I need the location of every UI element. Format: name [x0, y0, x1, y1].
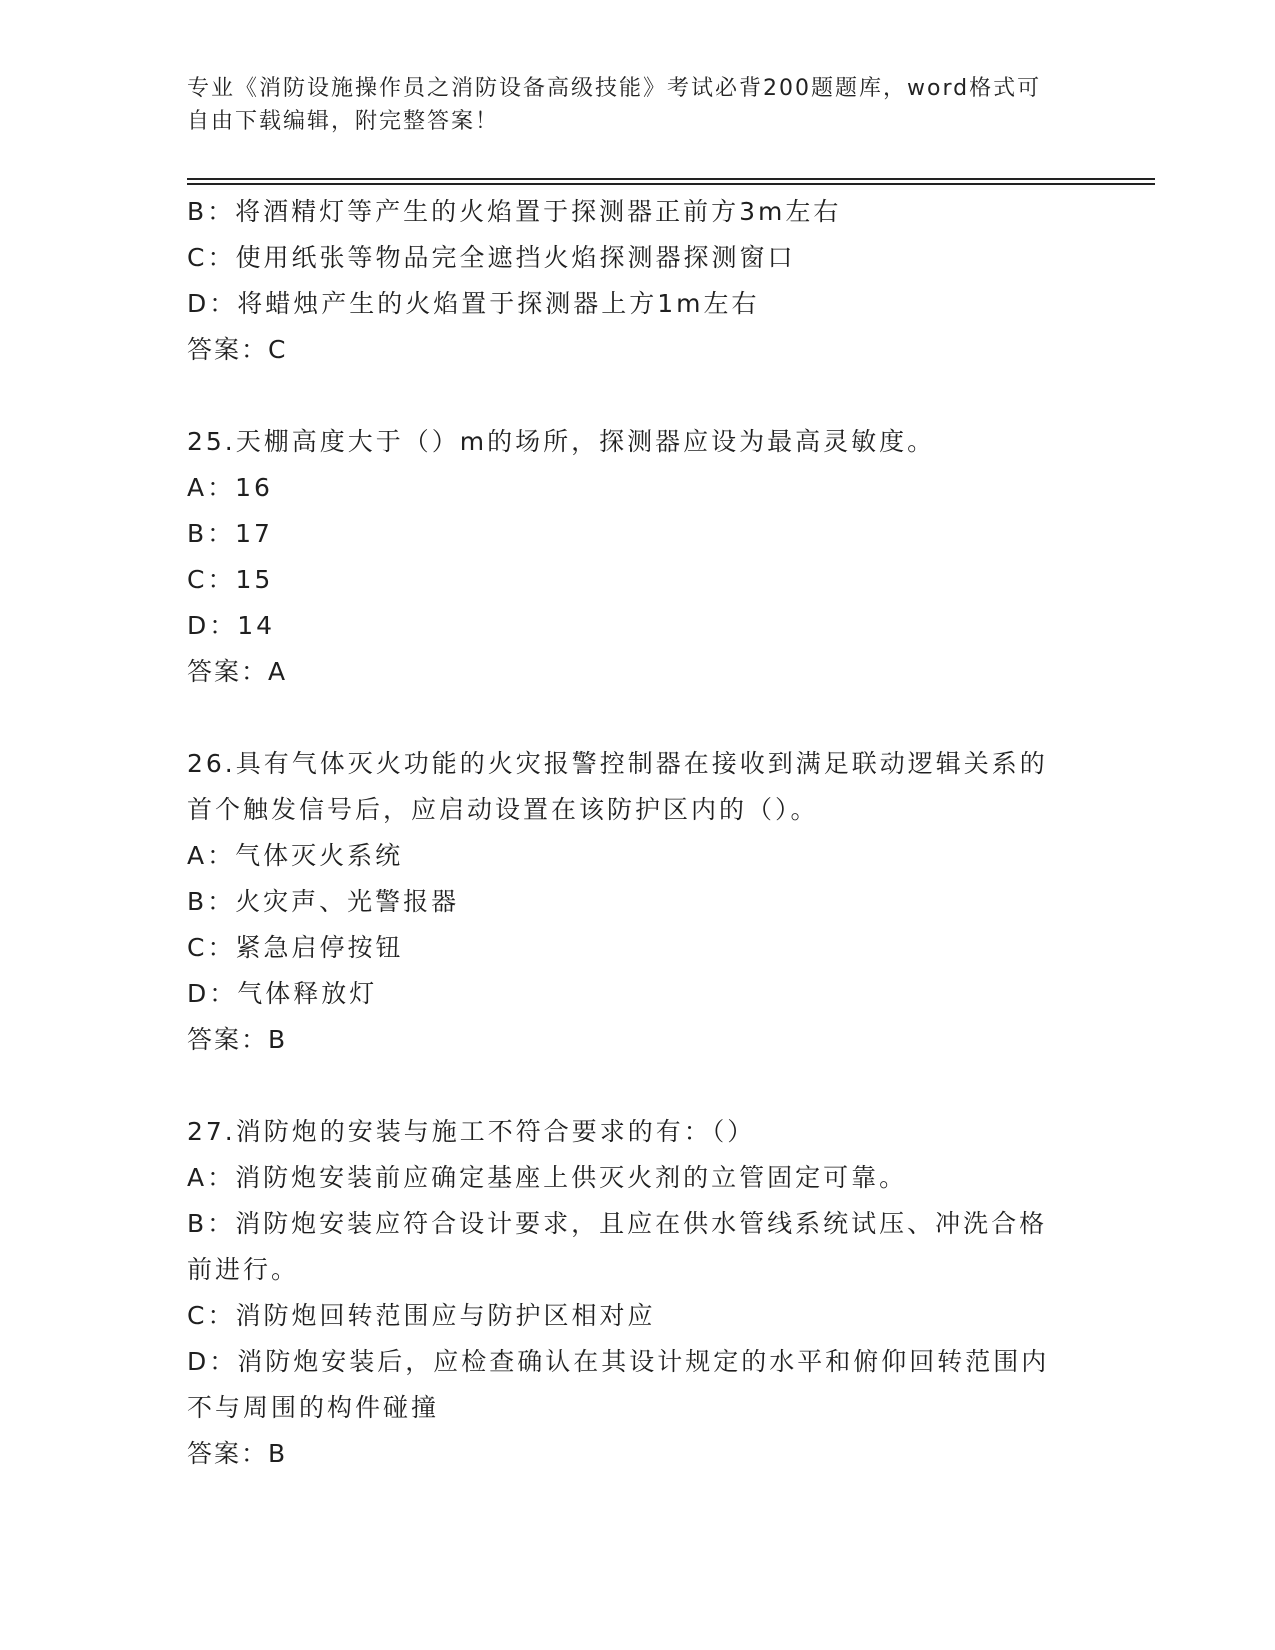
option-b: B：火灾声、光警报器	[187, 887, 460, 916]
question-stem: 27.消防炮的安装与施工不符合要求的有：（）	[187, 1117, 756, 1146]
spacer	[187, 373, 1087, 419]
option-c: C：消防炮回转范围应与防护区相对应	[187, 1301, 656, 1330]
spacer	[187, 1063, 1087, 1109]
option-d-line-1: D：消防炮安装后，应检查确认在其设计规定的水平和俯仰回转范围内	[187, 1347, 1050, 1376]
option-b-line-2: 前进行。	[187, 1255, 300, 1284]
document-header	[187, 72, 1087, 138]
option-d: D：气体释放灯	[187, 979, 378, 1008]
question-stem: 25.天棚高度大于（）m的场所，探测器应设为最高灵敏度。	[187, 427, 936, 456]
option-d-line-2: 不与周围的构件碰撞	[187, 1393, 440, 1422]
option-b: B：17	[187, 519, 273, 548]
answer: 答案：B	[187, 1025, 288, 1054]
option-c: C：紧急启停按钮	[187, 933, 404, 962]
answer: 答案：B	[187, 1439, 288, 1468]
question-24-continued	[187, 189, 1087, 373]
option-a: A：气体灭火系统	[187, 841, 404, 870]
question-content	[187, 189, 1087, 1477]
option-d: D：14	[187, 611, 276, 640]
answer: 答案：C	[187, 335, 288, 364]
question-stem-line-1: 26.具有气体灭火功能的火灾报警控制器在接收到满足联动逻辑关系的	[187, 749, 1048, 778]
option-c: C：使用纸张等物品完全遮挡火焰探测器探测窗口	[187, 243, 796, 272]
option-c: C：15	[187, 565, 274, 594]
option-a: A：16	[187, 473, 273, 502]
option-b-line-1: B：消防炮安装应符合设计要求，且应在供水管线系统试压、冲洗合格	[187, 1209, 1048, 1238]
header-divider-bottom	[187, 183, 1155, 185]
question-stem-line-2: 首个触发信号后，应启动设置在该防护区内的（）。	[187, 795, 819, 824]
option-b: B：将酒精灯等产生的火焰置于探测器正前方3m左右	[187, 197, 842, 226]
header-divider-top	[187, 178, 1155, 180]
spacer	[187, 695, 1087, 741]
answer: 答案：A	[187, 657, 288, 686]
header-line-2: 自由下载编辑，附完整答案！	[187, 109, 500, 134]
header-line-1: 专业《消防设施操作员之消防设备高级技能》考试必背200题题库，word格式可	[187, 76, 1042, 101]
question-26	[187, 741, 1087, 1063]
question-27	[187, 1109, 1087, 1477]
question-25	[187, 419, 1087, 695]
option-a: A：消防炮安装前应确定基座上供灭火剂的立管固定可靠。	[187, 1163, 908, 1192]
option-d: D：将蜡烛产生的火焰置于探测器上方1m左右	[187, 289, 760, 318]
